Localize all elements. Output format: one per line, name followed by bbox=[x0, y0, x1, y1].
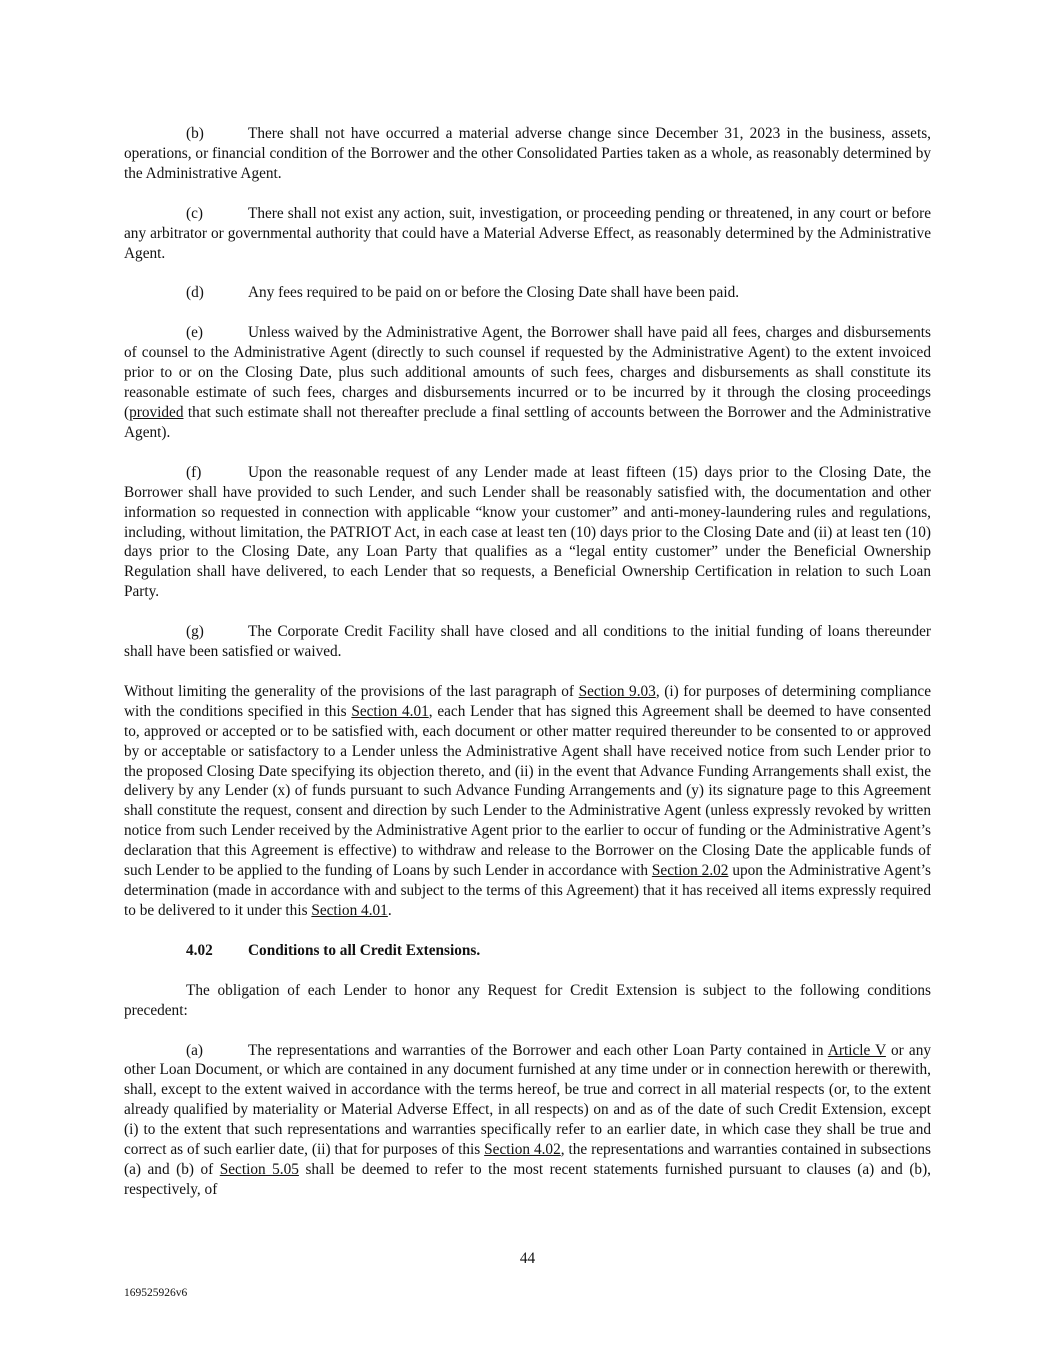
paragraph-f bbox=[124, 463, 931, 602]
paragraph-label: (f) bbox=[186, 463, 202, 481]
paragraph-g bbox=[124, 622, 931, 662]
paragraph-d bbox=[124, 283, 931, 303]
section-title: Conditions to all Credit Extensions. bbox=[248, 941, 481, 959]
paragraph-label: (g) bbox=[186, 623, 204, 641]
paragraph-without-limiting bbox=[124, 682, 931, 921]
section-reference: Article V bbox=[827, 1041, 886, 1059]
paragraph-text: Any fees required to be paid on or before the Closing Date shall have been paid. bbox=[248, 284, 740, 302]
provided-term: provided bbox=[129, 403, 184, 421]
document-id: 169525926v6 bbox=[124, 1287, 188, 1299]
paragraph-label: (c) bbox=[186, 204, 203, 222]
paragraph-text: , the representations and warranties contained in subsections (a) and (b) of bbox=[124, 1141, 932, 1178]
section-number: 4.02 bbox=[186, 941, 213, 959]
section-heading-4-02 bbox=[124, 941, 931, 961]
paragraph-text: Unless waived by the Administrative Agent, the Borrower shall have paid all fees, charges and disbursements of counsel to the Administrative Agent (directly to such counsel if requested by the Administrative Agent) to the extent invoiced prior to or on the Closing Date, plus such additional amounts of such fees, charges and disbursements as shall constitute its reasonable estimate of such fees, charges and disbursements incurred or to be incurred by it through the closing proceedings ( bbox=[124, 324, 931, 421]
paragraph-text: . bbox=[387, 901, 392, 919]
paragraph-c bbox=[124, 204, 931, 264]
paragraph-label: (d) bbox=[186, 284, 204, 302]
paragraph-label: (e) bbox=[186, 324, 203, 342]
paragraph-text: Upon the reasonable request of any Lender made at least fifteen (15) days prior to the Closing Date, the Borrower shall have provided to such Lender, and such Lender shall be reasonably satisfied with, the documentation and other information so requested in connection with applicable “know your customer” and anti-money-laundering rules and regulations, including, without limitation, the PATRIOT Act, in each case at least ten (10) days prior to the Closing Date and (ii) at least ten (10) days prior to the Closing Date, any Loan Party that qualifies as a “legal entity customer” under the Beneficial Ownership Regulation shall have delivered, to each Lender that so requests, a Beneficial Ownership Certification in relation to such Loan Party. bbox=[124, 463, 931, 601]
section-reference: Section 2.02 bbox=[651, 862, 729, 880]
document-body bbox=[124, 124, 931, 1200]
paragraph-label: (a) bbox=[186, 1041, 203, 1059]
paragraph-text: The obligation of each Lender to honor any Request for Credit Extension is subject to the following conditions precedent: bbox=[124, 981, 931, 1019]
section-reference: Section 4.02 bbox=[484, 1141, 561, 1159]
paragraph-text: or any other Loan Document, or which are contained in any document furnished at any time under or in connection herewith or therewith, shall, except to the extent waived in accordance with the terms hereof, be true and correct in all material respects (or, to the extent already qualified by materiality or Material Adverse Effect, in all respects) on and as of the date of such Credit Extension, except (i) to the extent that such representations and warranties specifically refer to an earlier date, in which case they shall be true and correct as of such earlier date, (ii) that for purposes of this bbox=[124, 1041, 931, 1159]
page-number: 44 bbox=[519, 1250, 536, 1267]
paragraph-text: , each Lender that has signed this Agreement shall be deemed to have consented to, approved or accepted or to be satisfied with, each document or other matter required thereunder to be consented to or approved by or acceptable or satisfactory to a Lender unless the Administrative Agent shall have received notice from such Lender prior to the proposed Closing Date specifying its objection thereto, and (ii) in the event that Advance Funding Arrangements shall exist, the delivery by any Lender (x) of funds pursuant to such Advance Funding Arrangements and (y) its signature page to this Agreement shall constitute the request, consent and direction by such Lender to the Administrative Agent (unless expressly revoked by written notice from such Lender received by the Administrative Agent prior to the earlier to occur of funding or the Administrative Agent’s declaration that this Agreement is effective) to withdraw and release to the Borrower on the Closing Date the applicable funds of such Lender to be applied to the funding of Loans by such Lender in accordance with bbox=[124, 702, 931, 880]
paragraph-4-02-a bbox=[124, 1041, 931, 1200]
paragraph-text: There shall not have occurred a material adverse change since December 31, 2023 in the business, assets, operations, or financial condition of the Borrower and the other Consolidated Parties taken as a whole, as reasonably determined by the Administrative Agent. bbox=[124, 125, 931, 182]
paragraph-text: shall be deemed to refer to the most recent statements furnished pursuant to clauses (a) and (b), respectively, of bbox=[124, 1160, 931, 1198]
paragraph-label: (b) bbox=[186, 125, 204, 142]
paragraph-text: , (i) for purposes of determining compliance with the conditions specified in this bbox=[124, 682, 931, 720]
paragraph-text: The representations and warranties of the Borrower and each other Loan Party contained in bbox=[248, 1041, 828, 1059]
paragraph-intro-4-02 bbox=[124, 981, 931, 1021]
paragraph-text: There shall not exist any action, suit, investigation, or proceeding pending or threatened, in any court or before any arbitrator or governmental authority that could have a Material Adverse Effect, as reasonably determined by the Administrative Agent. bbox=[124, 204, 931, 262]
paragraph-text: Without limiting the generality of the provisions of the last paragraph of bbox=[124, 682, 579, 700]
section-reference: Section 4.01 bbox=[351, 702, 429, 720]
paragraph-text: The Corporate Credit Facility shall have closed and all conditions to the initial funding of loans thereunder shall have been satisfied or waived. bbox=[124, 623, 931, 661]
section-reference: Section 9.03 bbox=[578, 682, 656, 700]
paragraph-e bbox=[124, 323, 931, 442]
paragraph-b bbox=[124, 124, 931, 184]
paragraph-text: that such estimate shall not thereafter preclude a final settling of accounts between the Borrower and the Administrative Agent). bbox=[124, 403, 931, 441]
section-reference: Section 4.01 bbox=[311, 901, 388, 919]
paragraph-text: upon the Administrative Agent’s determination (made in accordance with and subject to the terms of this Agreement) that it has received all items expressly required to be delivered to it under this bbox=[124, 862, 931, 919]
section-reference: Section 5.05 bbox=[219, 1160, 299, 1178]
